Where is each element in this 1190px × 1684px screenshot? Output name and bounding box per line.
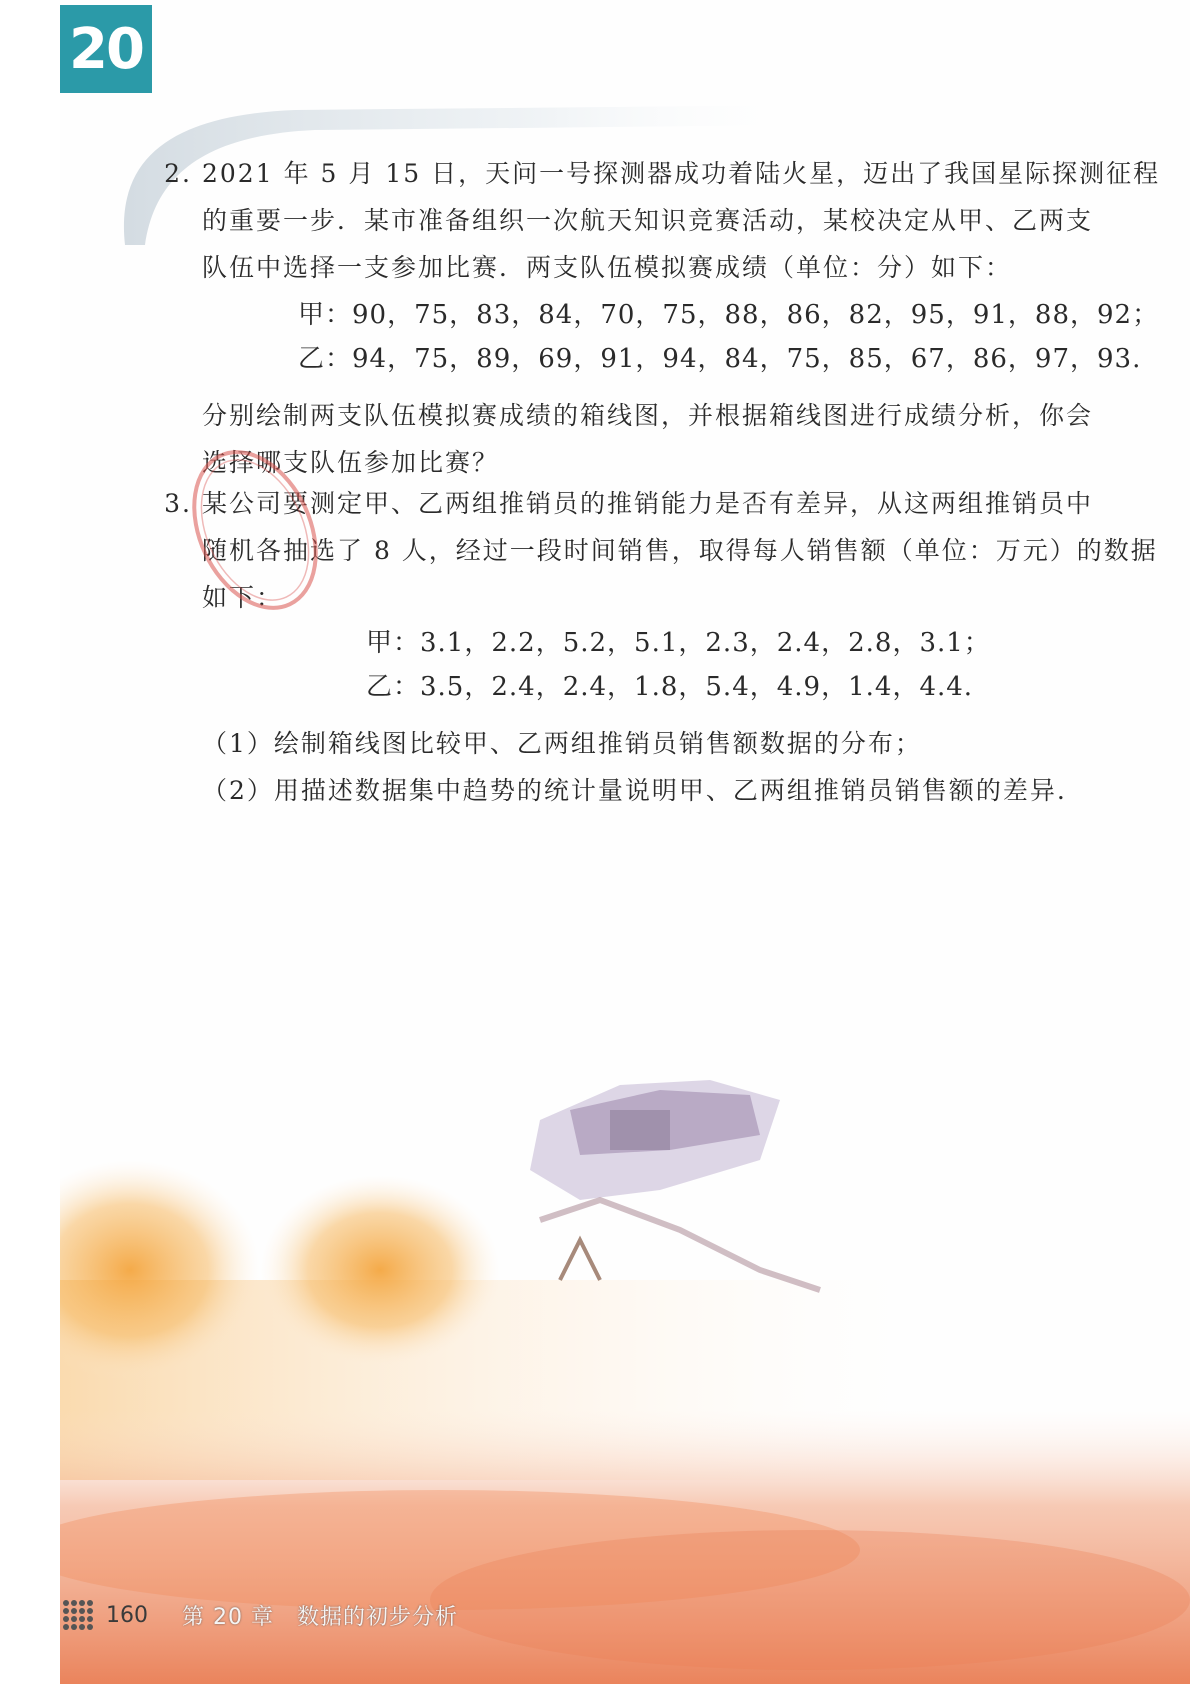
page-number: 160: [106, 1602, 148, 1628]
problem-number: 3.: [164, 489, 192, 518]
problem-text-line: 队伍中选择一支参加比赛．两支队伍模拟赛成绩（单位：分）如下：: [202, 253, 1013, 282]
grid-dots-icon: [60, 1597, 96, 1633]
problem-text-line: 2021 年 5 月 15 日，天问一号探测器成功着陆火星，迈出了我国星际探测征程: [202, 159, 1161, 188]
problem-2-question: [202, 392, 1094, 486]
data-team-jia: 甲：90，75，83，84，70，75，88，86，82，95，91，88，92；: [298, 300, 1160, 330]
data-team-yi: 乙：94，75，89，69，91，94，84，75，85，67，86，97，93.: [298, 344, 1142, 374]
subitem: （2）用描述数据集中趋势的统计量说明甲、乙两组推销员销售额的差异.: [202, 776, 1067, 805]
page-footer: [60, 1595, 458, 1635]
problem-2: [160, 150, 1161, 291]
data-group-jia: 甲：3.1，2.2，5.2，5.1，2.3，2.4，2.8，3.1；: [366, 628, 991, 658]
problem-text-line: 分别绘制两支队伍模拟赛成绩的箱线图，并根据箱线图进行成绩分析，你会: [202, 401, 1094, 430]
problem-text-line: 的重要一步．某市准备组织一次航天知识竞赛活动，某校决定从甲、乙两支: [202, 206, 1094, 235]
problem-3-subitems: [202, 720, 1067, 814]
mars-landscape-illustration: [60, 1080, 1190, 1684]
subitem: （1）绘制箱线图比较甲、乙两组推销员销售额数据的分布；: [202, 729, 922, 758]
problem-text-line: 如下：: [202, 583, 284, 612]
data-group-yi: 乙：3.5，2.4，2.4，1.8，5.4，4.9，1.4，4.4.: [366, 672, 974, 702]
problem-text-line: 选择哪支队伍参加比赛？: [202, 448, 500, 477]
chapter-title: 第 20 章 数据的初步分析: [182, 1604, 458, 1630]
chapter-badge: 20: [60, 5, 152, 93]
problem-text-line: 某公司要测定甲、乙两组推销员的推销能力是否有差异，从这两组推销员中: [202, 489, 1094, 518]
problem-number: 2.: [164, 159, 192, 188]
problem-text-line: 随机各抽选了 8 人，经过一段时间销售，取得每人销售额（单位：万元）的数据: [202, 536, 1158, 565]
red-stamp-seal: [180, 440, 330, 620]
